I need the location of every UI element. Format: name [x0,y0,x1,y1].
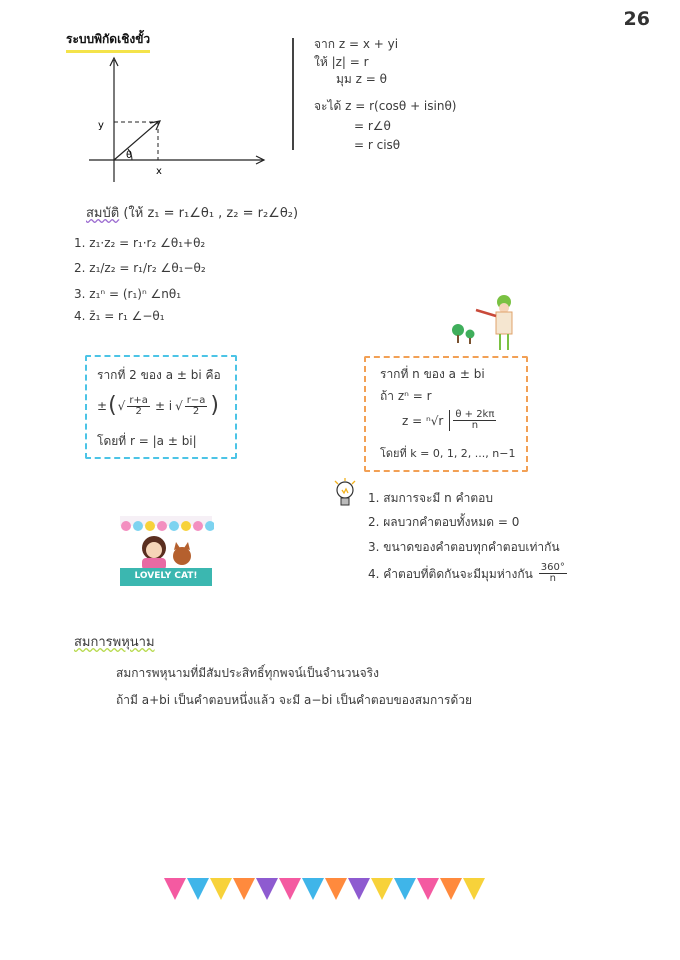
bunting-flag [440,878,462,900]
sqrt-middle: ± i [154,399,173,413]
sqrt-pm: ± [97,399,108,413]
bunting-flag [302,878,324,900]
bunting-flag [417,878,439,900]
sqrt-den-1: 2 [135,405,142,417]
bunting-flag [371,878,393,900]
fact4-den: n [549,573,557,584]
fact-item: 3. ขนาดของคำตอบทุกคำตอบเท่ากัน [368,540,560,554]
sqrt-box-note: โดยที่ r = |a ± bi| [97,434,197,448]
nth-root-prefix: z = ⁿ√r [402,413,444,428]
nth-box-heading: รากที่ n ของ a ± bi [380,367,485,381]
polynomial-title: สมการพหุนาม [74,635,155,650]
girl-face [146,542,162,558]
bunting-flag [279,878,301,900]
bunting-flag [233,878,255,900]
fact-item-4 [368,563,569,584]
bunting-decoration [164,878,494,904]
nth-root-box [364,356,528,472]
fact-item: 2. ผลบวกคำตอบทั้งหมด = 0 [368,515,520,529]
note-result: จะได้ z = r(cosθ + isinθ) [314,99,457,113]
properties-heading [86,207,298,220]
radius-vector [114,122,158,160]
nth-angle-num: θ + 2kπ [455,409,495,420]
nth-angle-den: n [471,420,479,431]
bunting-flag [256,878,278,900]
gardener-illustration [446,290,526,354]
sqrt-num-1: r+a [129,394,148,406]
bunting-flag [394,878,416,900]
sqrt-den-2: 2 [192,405,200,417]
property-item: 1. z₁·z₂ = r₁·r₂ ∠θ₁+θ₂ [74,236,206,250]
diagram-x-label: x [156,166,162,177]
sqrt-box-heading: รากที่ 2 ของ a ± bi คือ [97,368,221,382]
property-item: 2. z₁/z₂ = r₁/r₂ ∠θ₁−θ₂ [74,261,206,275]
tree-icon [452,324,464,336]
fact-item: 4. คำตอบที่ติดกันจะมีมุมห่างกัน [368,566,533,581]
sqrt-formula: ± ( √ $\frac{r+a}{2}$ ± i √ $\frac{r-a}{2}$ ) [97,393,220,418]
lightbulb-icon [334,478,356,510]
property-item: 3. z₁ⁿ = (r₁)ⁿ ∠nθ₁ [74,287,182,301]
property-item: 4. z̄₁ = r₁ ∠−θ₁ [74,309,165,323]
cat-icon [173,547,191,565]
polar-diagram [84,52,274,187]
sticker-label: LOVELY CAT! [134,571,198,581]
sqrt-num-2: r−a [186,394,206,406]
properties-title: สมบัติ [86,206,120,221]
polynomial-line-2: ถ้ามี a+bi เป็นคำตอบหนึ่งแล้ว จะมี a−bi เป็นคำตอบของสมการด้วย [116,693,473,707]
lovely-cat-sticker [118,514,214,588]
note-let: ให้ |z| = r [314,55,369,69]
note-angle: มุม z = θ [336,72,387,86]
note-cis-form: = r cisθ [354,138,401,152]
page-number: 26 [623,8,650,30]
nth-root-formula [402,410,498,431]
divider-line [292,38,294,150]
diagram-y-label: y [98,120,104,131]
square-root-box [85,355,237,459]
fact-item: 1. สมการจะมี n คำตอบ [368,491,493,505]
note-angle-form: = r∠θ [354,119,391,133]
bunting-flag [187,878,209,900]
polar-title: ระบบพิกัดเชิงขั้ว [66,30,150,53]
nth-box-given: ถ้า zⁿ = r [380,389,432,403]
diagram-theta-label: θ [126,150,133,161]
nth-box-note: โดยที่ k = 0, 1, 2, ..., n−1 [380,447,516,460]
bunting-flag [348,878,370,900]
fact4-num: 360° [540,562,565,573]
properties-condition: (ให้ z₁ = r₁∠θ₁ , z₂ = r₂∠θ₂) [123,206,299,221]
note-from: จาก z = x + yi [314,37,399,51]
bunting-flag [210,878,232,900]
polynomial-line-1: สมการพหุนามที่มีสัมประสิทธิ์ทุกพจน์เป็นจำนวนจริง [116,666,379,680]
tree-icon [466,330,475,339]
bunting-flag [164,878,186,900]
bunting-flag [325,878,347,900]
bunting-flag [463,878,485,900]
